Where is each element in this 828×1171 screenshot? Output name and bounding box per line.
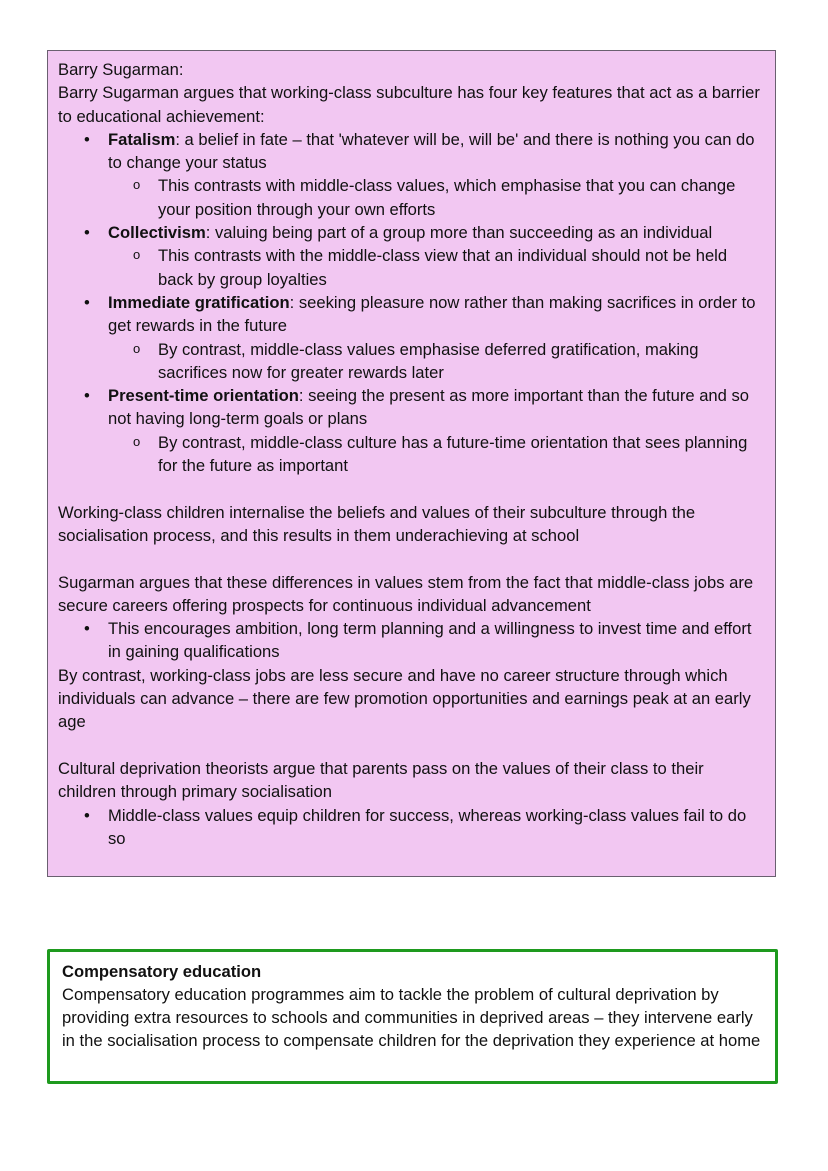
feature-term: Collectivism: [108, 223, 206, 243]
spacer: [58, 547, 765, 570]
feature-definition: : valuing being part of a group more than succeeding as an individual: [205, 223, 713, 243]
feature-contrast: o This contrasts with middle-class values, which emphasise that you can change your position through your own efforts: [58, 174, 765, 221]
features-list: [58, 128, 765, 477]
feature-contrast: o By contrast, middle-class culture has a future-time orientation that sees planning for the future as important: [58, 431, 765, 478]
feature-item-fatalism: [58, 128, 765, 175]
theorists-paragraph: Cultural deprivation theorists argue that parents pass on the values of their class to their children through primary socialisation: [58, 758, 704, 802]
internalise-paragraph: Working-class children internalise the beliefs and values of their subculture through the socialisation process, and this results in them underachieving at school: [58, 502, 696, 545]
feature-item-collectivism: [58, 221, 765, 244]
feature-definition: : seeking pleasure now rather than making sacrifices in order to get rewards in the future: [108, 292, 756, 336]
spacer: [58, 734, 765, 757]
feature-contrast: o This contrasts with the middle-class view that an individual should not be held back by group loyalties: [58, 244, 765, 291]
sugarman-intro: Barry Sugarman argues that working-class subculture has four key features that act as a barrier to educational achievement:: [58, 83, 760, 126]
sugarman-notes-box: [47, 50, 776, 877]
theorists-bullet: • Middle-class values equip children for success, whereas working-class values fail to do so: [58, 804, 765, 851]
feature-item-present-time-orientation: [58, 384, 765, 431]
working-class-jobs-paragraph: By contrast, working-class jobs are less secure and have no career structure through which individuals can advance – there are few promotion opportunities and earnings peak at an early age: [58, 665, 751, 732]
feature-definition: : seeing the present as more important than the future and so not having long-term goals or plans: [108, 386, 750, 429]
compensatory-body: Compensatory education programmes aim to tackle the problem of cultural deprivation by providing extra resources to schools and communities in deprived areas – they intervene early in the socialisation process to compensate children for the deprivation they experience at home: [62, 985, 761, 1050]
compensatory-title: [62, 960, 763, 983]
compensatory-title-text: Compensatory education: [62, 962, 262, 981]
spacer: [58, 477, 765, 500]
differences-paragraph: Sugarman argues that these differences in values stem from the fact that middle-class jobs are secure careers offering prospects for continuous individual advancement: [58, 572, 754, 615]
sugarman-heading: Barry Sugarman:: [58, 60, 184, 79]
feature-definition: : a belief in fate – that 'whatever will be, will be' and there is nothing you can do to change your status: [108, 129, 755, 173]
feature-term: Immediate gratification: [108, 292, 290, 312]
differences-list: [58, 617, 765, 664]
compensatory-education-box: [47, 949, 778, 1084]
feature-term: Present-time orientation: [108, 386, 299, 406]
differences-bullet: • This encourages ambition, long term planning and a willingness to invest time and effort in gaining qualifications: [58, 617, 765, 664]
feature-item-immediate-gratification: [58, 291, 765, 338]
theorists-list: [58, 804, 765, 851]
feature-contrast: o By contrast, middle-class values emphasise deferred gratification, making sacrifices now for greater rewards later: [58, 338, 765, 385]
feature-term: Fatalism: [108, 129, 176, 149]
